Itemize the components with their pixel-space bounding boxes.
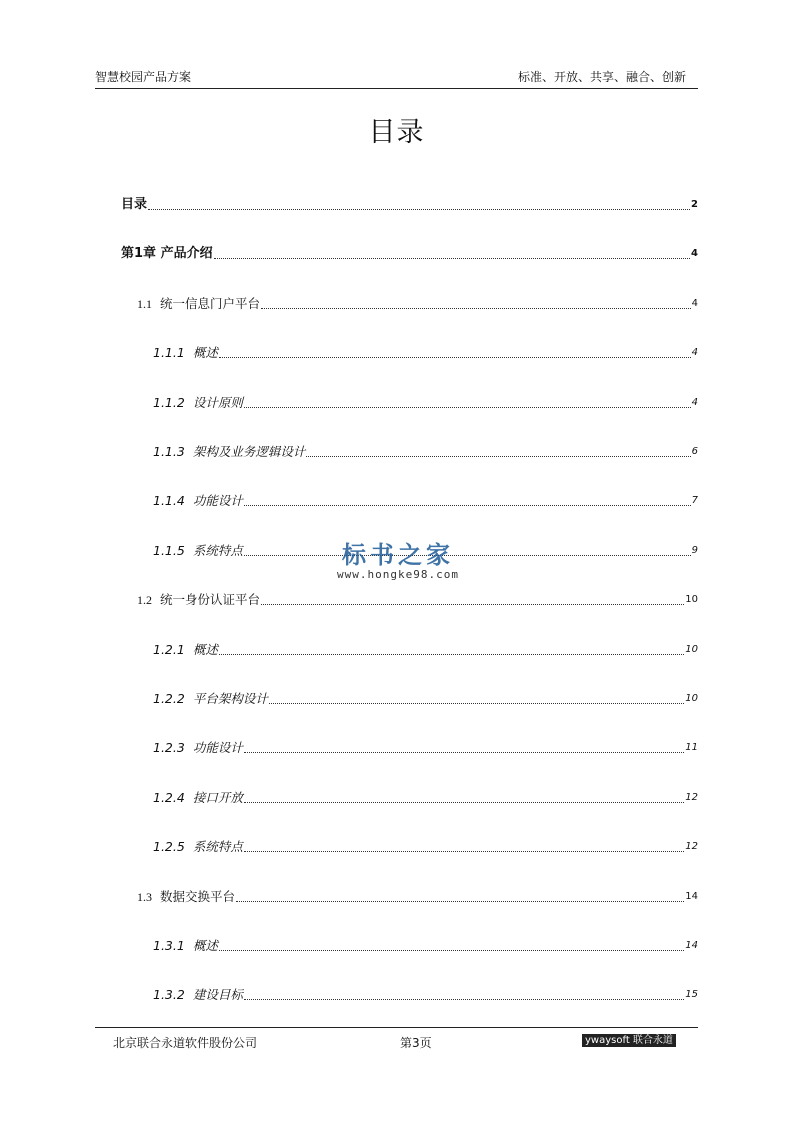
toc-entry-label	[153, 937, 218, 955]
toc-entry-label	[137, 888, 235, 906]
toc-entry-number: 1.1	[137, 297, 152, 311]
page-footer	[95, 1027, 698, 1052]
toc-entry-label	[153, 344, 218, 362]
toc-entry-number: 1.2	[137, 593, 152, 607]
toc-entry-text: 建设目标	[192, 987, 243, 1002]
company-logo: ywaysoft 联合永道	[582, 1034, 676, 1047]
toc-entry-page: 4	[691, 397, 698, 408]
toc-dot-leader	[244, 851, 684, 852]
toc-entry-number: 1.1.1	[153, 345, 185, 360]
toc-entry-number: 1.2.1	[153, 642, 185, 657]
toc-entry-label	[153, 492, 243, 510]
toc-dot-leader	[214, 258, 690, 259]
toc-dot-leader	[219, 654, 684, 655]
toc-entry[interactable]	[153, 690, 698, 708]
toc-entry-text: 功能设计	[192, 493, 243, 508]
toc-entry-label	[121, 196, 147, 214]
toc-entry-label	[153, 542, 243, 560]
toc-entry[interactable]	[153, 492, 698, 510]
toc-entry-text: 架构及业务逻辑设计	[192, 444, 306, 459]
toc-entry[interactable]	[153, 641, 698, 659]
toc-entry[interactable]	[137, 888, 698, 906]
toc-entry-label	[121, 245, 213, 263]
toc-entry-text: 系统特点	[192, 839, 243, 854]
toc-entry[interactable]	[137, 295, 698, 313]
toc-entry-text: 设计原则	[192, 395, 243, 410]
toc-entry-page: 10	[685, 693, 698, 704]
toc-entry[interactable]	[153, 838, 698, 856]
watermark-title: 标书之家	[342, 541, 454, 569]
page-title: 目录	[368, 117, 425, 148]
toc-entry-page: 6	[691, 446, 698, 457]
toc-entry[interactable]	[153, 739, 698, 757]
watermark	[318, 535, 478, 581]
toc-entry-page: 14	[685, 940, 698, 951]
toc-entry-label	[137, 295, 260, 313]
toc-entry-label	[137, 591, 260, 609]
toc-entry-text: 概述	[192, 642, 218, 657]
toc-entry-page: 2	[691, 199, 698, 210]
toc-entry-label	[153, 838, 243, 856]
toc-entry-label	[153, 690, 268, 708]
toc-entry-text: 平台架构设计	[192, 691, 268, 706]
toc-entry-label	[153, 394, 243, 412]
toc-dot-leader	[148, 209, 690, 210]
toc-dot-leader	[269, 703, 684, 704]
toc-dot-leader	[244, 802, 684, 803]
toc-dot-leader	[306, 456, 690, 457]
header-slogan: 标准、开放、共享、融合、创新	[517, 70, 686, 84]
toc-entry-text: 数据交换平台	[160, 889, 236, 904]
toc-entry-page: 11	[685, 742, 698, 753]
toc-entry-page: 12	[685, 792, 698, 803]
toc-entry-number: 1.1.4	[153, 493, 185, 508]
toc-entry-text: 接口开放	[192, 790, 243, 805]
toc-entry-number: 1.2.5	[153, 839, 185, 854]
toc-entry-text: 概述	[192, 938, 218, 953]
toc-entry-label	[153, 986, 243, 1004]
toc-entry-number: 1.2.4	[153, 790, 185, 805]
toc-entry[interactable]	[153, 789, 698, 807]
toc-entry-label	[153, 443, 305, 461]
toc-entry-text: 功能设计	[192, 740, 243, 755]
header-doc-title: 智慧校园产品方案	[95, 70, 192, 84]
toc-dot-leader	[261, 604, 684, 605]
toc-entry-number: 1.2.3	[153, 740, 185, 755]
toc-dot-leader	[219, 357, 691, 358]
toc-entry[interactable]	[153, 986, 698, 1004]
toc-dot-leader	[219, 950, 684, 951]
toc-entry-text: 概述	[192, 345, 218, 360]
toc-entry-text: 统一信息门户平台	[160, 296, 261, 311]
toc-dot-leader	[244, 752, 684, 753]
toc-entry-page: 4	[691, 248, 698, 259]
toc-dot-leader	[261, 308, 691, 309]
toc-entry-label	[153, 789, 243, 807]
toc-entry-number: 1.1.3	[153, 444, 185, 459]
toc-entry-number: 1.2.2	[153, 691, 185, 706]
toc-entry-number: 1.3.1	[153, 938, 185, 953]
toc-entry-label	[153, 739, 243, 757]
toc-entry-page: 9	[691, 545, 698, 556]
toc-entry-number: 1.1.5	[153, 543, 185, 558]
toc-entry-text: 第1章 产品介绍	[121, 246, 213, 261]
toc-entry[interactable]	[153, 443, 698, 461]
toc-entry-number: 1.3	[137, 890, 152, 904]
toc-entry-label	[153, 641, 218, 659]
footer-company: 北京联合永道软件股份公司	[113, 1036, 258, 1050]
page-header	[95, 66, 698, 89]
toc-entry-page: 4	[691, 298, 698, 309]
toc-entry[interactable]	[121, 196, 698, 214]
toc-entry-page: 10	[685, 594, 698, 605]
watermark-url: www.hongke98.com	[337, 568, 459, 581]
toc-dot-leader	[244, 505, 691, 506]
toc-entry-page: 10	[685, 644, 698, 655]
toc-dot-leader	[236, 901, 684, 902]
toc-entry[interactable]	[153, 394, 698, 412]
toc-entry-page: 14	[685, 891, 698, 902]
toc-entry-text: 统一身份认证平台	[160, 592, 261, 607]
toc-dot-leader	[244, 407, 691, 408]
toc-entry-text: 系统特点	[192, 543, 243, 558]
toc-entry-text: 目录	[121, 197, 148, 212]
toc-entry[interactable]	[137, 591, 698, 609]
toc-entry-number: 1.3.2	[153, 987, 185, 1002]
toc-entry-page: 7	[691, 495, 698, 506]
toc-entry[interactable]	[153, 344, 698, 362]
toc-entry-page: 15	[685, 989, 698, 1000]
toc-entry-page: 12	[685, 841, 698, 852]
toc-entry-number: 1.1.2	[153, 395, 185, 410]
toc-dot-leader	[244, 999, 684, 1000]
footer-page-number: 第3页	[400, 1036, 432, 1050]
toc-entry[interactable]	[153, 937, 698, 955]
toc-entry[interactable]	[121, 245, 698, 263]
toc-entry-page: 4	[691, 347, 698, 358]
